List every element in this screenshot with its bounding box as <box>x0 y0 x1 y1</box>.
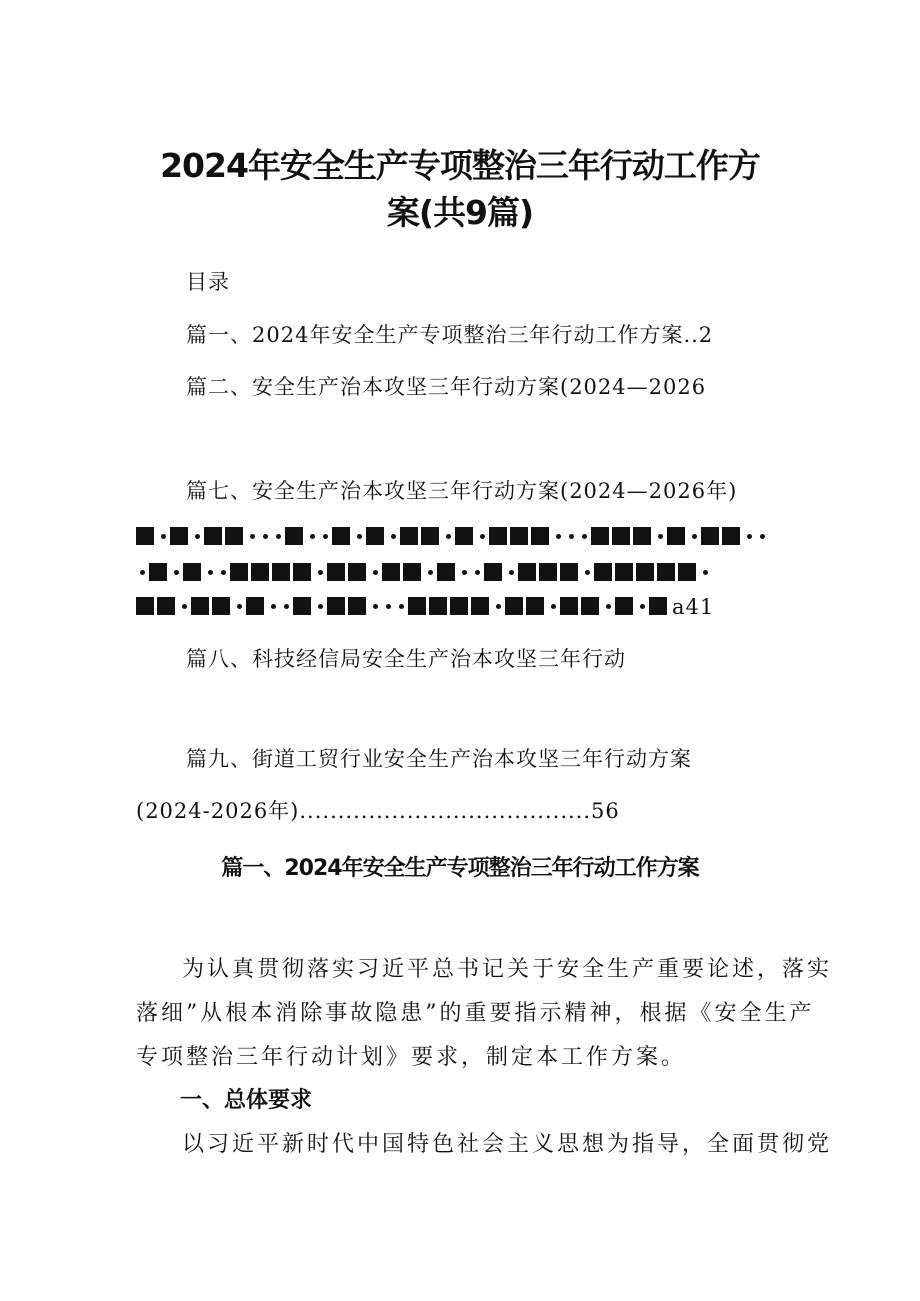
garbled-square-glyph <box>348 563 366 581</box>
garbled-dot-glyph <box>658 534 663 539</box>
garbled-square-glyph <box>251 563 269 581</box>
garbled-square-glyph <box>136 527 154 545</box>
garbled-square-glyph <box>204 527 222 545</box>
document-title-line-2: 案(共9篇) <box>386 193 534 232</box>
garbled-square-glyph <box>225 527 243 545</box>
garbled-dot-glyph <box>606 604 611 609</box>
garbled-square-glyph <box>636 563 654 581</box>
garbled-dot-glyph <box>318 604 323 609</box>
garbled-square-glyph <box>649 597 667 615</box>
garbled-square-glyph <box>421 527 439 545</box>
garbled-dot-glyph <box>237 604 242 609</box>
garbled-text-row-2 <box>136 563 712 585</box>
garbled-square-glyph <box>489 527 507 545</box>
garbled-square-glyph <box>526 597 544 615</box>
garbled-dot-glyph <box>373 604 378 609</box>
garbled-square-glyph <box>246 597 264 615</box>
garbled-square-glyph <box>429 597 447 615</box>
toc-entry-9: 篇九、街道工贸行业安全生产治本攻坚三年行动方案 <box>186 747 692 771</box>
garbled-glyphs <box>136 597 670 618</box>
garbled-square-glyph <box>594 563 612 581</box>
garbled-square-glyph <box>581 597 599 615</box>
garbled-square-glyph <box>450 597 468 615</box>
garbled-square-glyph <box>230 563 248 581</box>
garbled-dot-glyph <box>276 534 281 539</box>
garbled-square-glyph <box>191 597 209 615</box>
garbled-square-glyph <box>455 527 473 545</box>
garbled-square-glyph <box>327 563 345 581</box>
garbled-square-glyph <box>272 563 290 581</box>
garbled-square-glyph <box>591 527 609 545</box>
garbled-square-glyph <box>149 563 167 581</box>
garbled-dot-glyph <box>318 570 323 575</box>
garbled-square-glyph <box>183 563 201 581</box>
garbled-dot-glyph <box>509 570 514 575</box>
document-title-line-1: 2024年安全生产专项整治三年行动工作方 <box>160 146 760 185</box>
garbled-dot-glyph <box>140 570 145 575</box>
intro-paragraph-line-3: 专项整治三年行动计划》要求，制定本工作方案。 <box>136 1045 687 1070</box>
garbled-dot-glyph <box>323 534 328 539</box>
toc-entry-2: 篇二、安全生产治本攻坚三年行动方案(2024—2026 <box>186 375 707 399</box>
garbled-square-glyph <box>505 597 523 615</box>
garbled-dot-glyph <box>391 534 396 539</box>
garbled-dot-glyph <box>182 604 187 609</box>
garbled-square-glyph <box>212 597 230 615</box>
garbled-dot-glyph <box>760 534 765 539</box>
garbled-square-glyph <box>437 563 455 581</box>
garbled-square-glyph <box>285 527 303 545</box>
garbled-square-glyph <box>531 527 549 545</box>
garbled-dot-glyph <box>582 534 587 539</box>
garbled-dot-glyph <box>428 570 433 575</box>
garbled-square-glyph <box>400 527 418 545</box>
garbled-square-glyph <box>612 527 630 545</box>
garbled-page-number: a41 <box>672 595 715 619</box>
garbled-dot-glyph <box>195 534 200 539</box>
garbled-dot-glyph <box>747 534 752 539</box>
garbled-dot-glyph <box>551 604 556 609</box>
garbled-square-glyph <box>366 527 384 545</box>
garbled-square-glyph <box>633 527 651 545</box>
subheading-overall-requirements: 一、总体要求 <box>180 1088 313 1113</box>
garbled-square-glyph <box>560 563 578 581</box>
garbled-dot-glyph <box>263 534 268 539</box>
garbled-square-glyph <box>348 597 366 615</box>
garbled-square-glyph <box>722 527 740 545</box>
garbled-square-glyph <box>667 527 685 545</box>
garbled-text-row-3 <box>136 595 714 619</box>
garbled-dot-glyph <box>271 604 276 609</box>
garbled-dot-glyph <box>496 604 501 609</box>
garbled-square-glyph <box>471 597 489 615</box>
garbled-dot-glyph <box>692 534 697 539</box>
garbled-dot-glyph <box>585 570 590 575</box>
garbled-dot-glyph <box>161 534 166 539</box>
garbled-square-glyph <box>701 527 719 545</box>
garbled-square-glyph <box>293 563 311 581</box>
garbled-square-glyph <box>403 563 421 581</box>
garbled-dot-glyph <box>475 570 480 575</box>
garbled-square-glyph <box>484 563 502 581</box>
garbled-square-glyph <box>657 563 675 581</box>
garbled-square-glyph <box>539 563 557 581</box>
garbled-square-glyph <box>170 527 188 545</box>
garbled-dot-glyph <box>480 534 485 539</box>
body-paragraph-line-1: 以习近平新时代中国特色社会主义思想为指导，全面贯彻党 <box>182 1132 833 1157</box>
garbled-dot-glyph <box>373 570 378 575</box>
intro-paragraph-line-2: 落细”从根本消除事故隐患”的重要指示精神，根据《安全生产 <box>136 1001 815 1026</box>
garbled-dot-glyph <box>208 570 213 575</box>
garbled-dot-glyph <box>556 534 561 539</box>
toc-entry-8: 篇八、科技经信局安全生产治本攻坚三年行动 <box>186 647 626 671</box>
garbled-dot-glyph <box>221 570 226 575</box>
garbled-square-glyph <box>615 563 633 581</box>
garbled-square-glyph <box>332 527 350 545</box>
garbled-square-glyph <box>678 563 696 581</box>
garbled-dot-glyph <box>462 570 467 575</box>
garbled-square-glyph <box>382 563 400 581</box>
toc-label: 目录 <box>186 270 230 294</box>
garbled-dot-glyph <box>569 534 574 539</box>
garbled-dot-glyph <box>703 570 708 575</box>
garbled-dot-glyph <box>399 604 404 609</box>
garbled-dot-glyph <box>446 534 451 539</box>
garbled-square-glyph <box>518 563 536 581</box>
garbled-square-glyph <box>408 597 426 615</box>
garbled-dot-glyph <box>310 534 315 539</box>
toc-entry-1: 篇一、2024年安全生产专项整治三年行动工作方案..2 <box>186 323 714 347</box>
garbled-dot-glyph <box>174 570 179 575</box>
garbled-square-glyph <box>293 597 311 615</box>
garbled-dot-glyph <box>250 534 255 539</box>
garbled-dot-glyph <box>357 534 362 539</box>
garbled-square-glyph <box>615 597 633 615</box>
garbled-square-glyph <box>510 527 528 545</box>
garbled-dot-glyph <box>386 604 391 609</box>
garbled-dot-glyph <box>284 604 289 609</box>
garbled-square-glyph <box>327 597 345 615</box>
garbled-square-glyph <box>136 597 154 615</box>
toc-entry-7: 篇七、安全生产治本攻坚三年行动方案(2024—2026年) <box>186 479 738 503</box>
toc-entry-9-continuation: (2024-2026年)......................................56 <box>136 799 620 823</box>
garbled-text-row-1 <box>136 527 769 549</box>
section-heading: 篇一、2024年安全生产专项整治三年行动工作方案 <box>221 856 699 881</box>
intro-paragraph-line-1: 为认真贯彻落实习近平总书记关于安全生产重要论述，落实 <box>182 957 833 982</box>
garbled-square-glyph <box>157 597 175 615</box>
garbled-dot-glyph <box>640 604 645 609</box>
garbled-square-glyph <box>560 597 578 615</box>
